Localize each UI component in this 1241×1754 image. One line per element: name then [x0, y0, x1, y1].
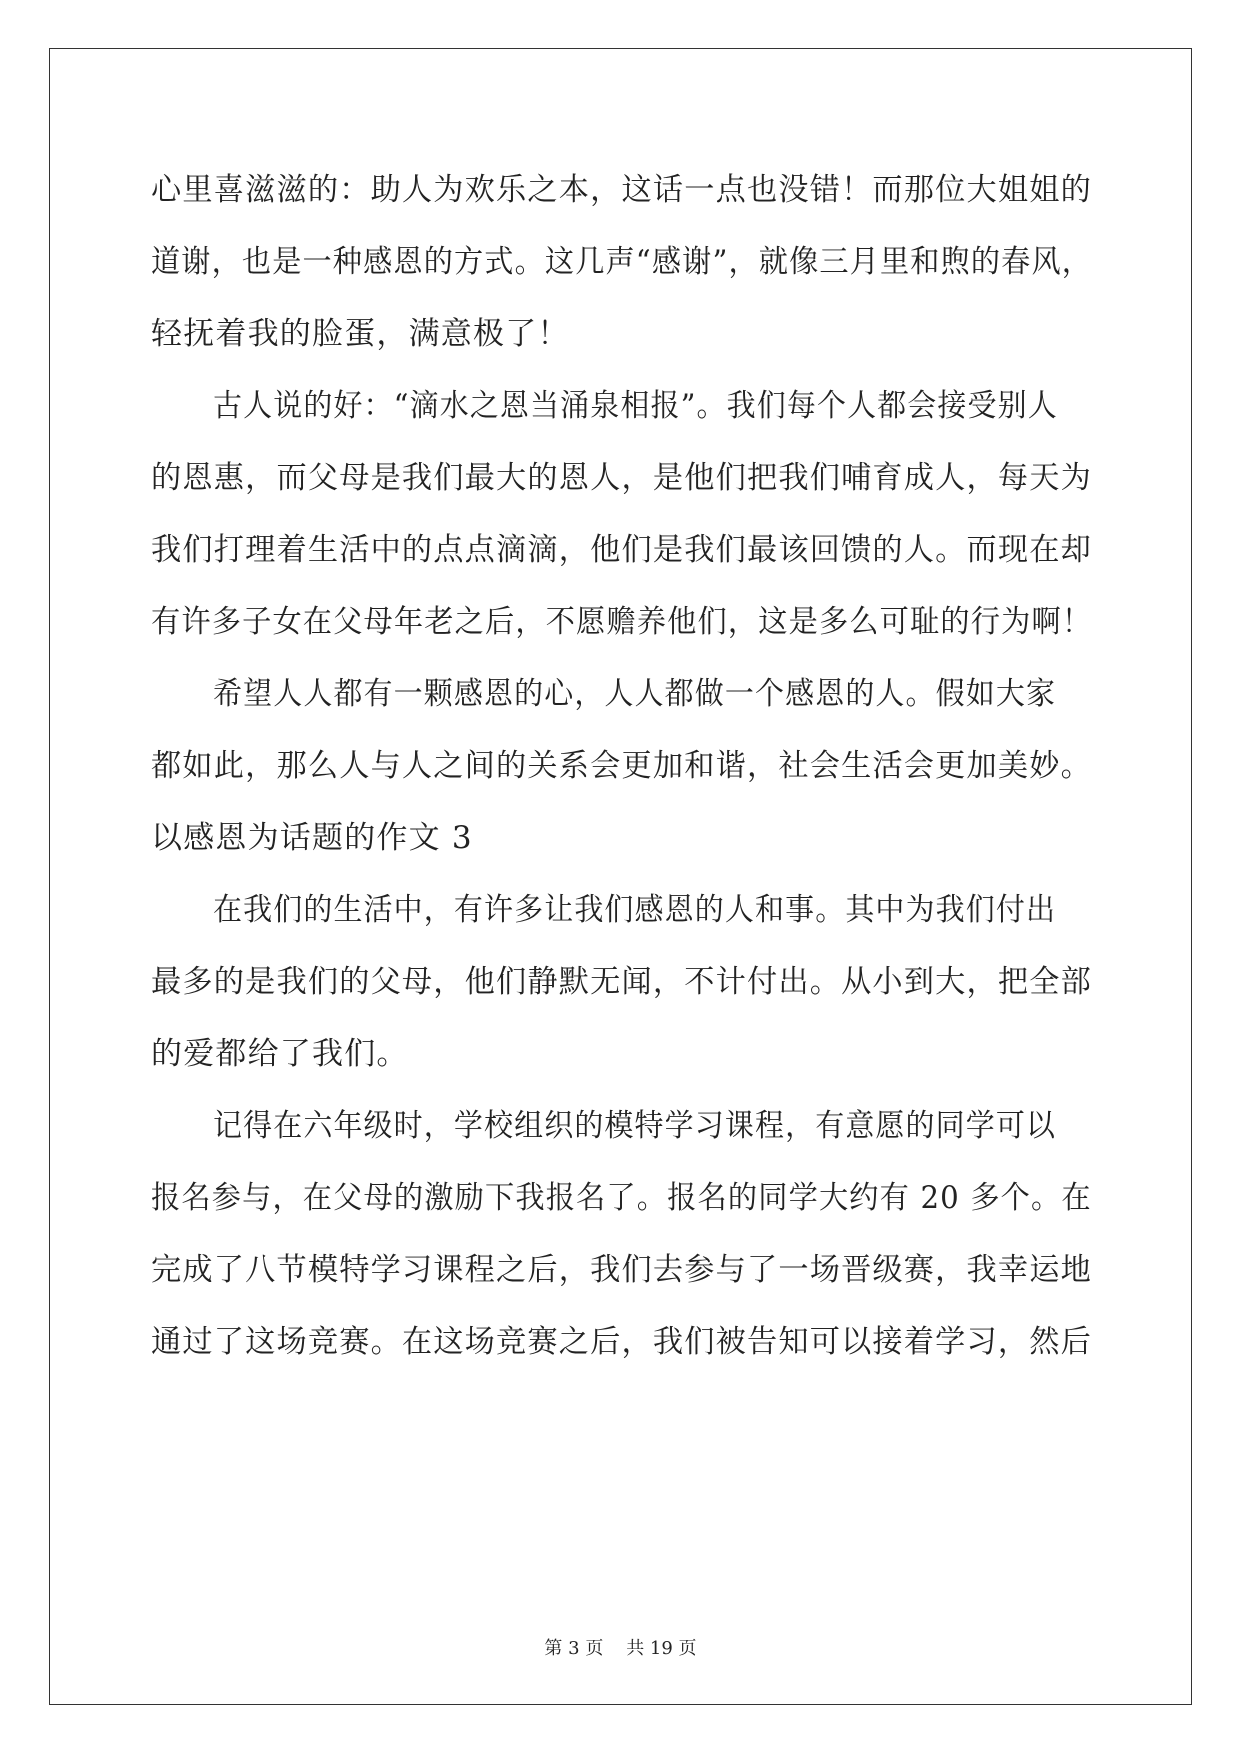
text-line: 报名参与，在父母的激励下我报名了。报名的同学大约有 20 多个。在 [151, 1180, 1092, 1216]
page-border [49, 48, 1192, 1705]
text-line: 有许多子女在父母年老之后，不愿赡养他们，这是多么可耻的行为啊！ [151, 604, 1093, 640]
text-line: 通过了这场竞赛。在这场竞赛之后，我们被告知可以接着学习，然后 [151, 1324, 1092, 1360]
text-line: 在我们的生活中，有许多让我们感恩的人和事。其中为我们付出 [213, 892, 1057, 928]
text-line: 的恩惠，而父母是我们最大的恩人，是他们把我们哺育成人，每天为 [151, 460, 1092, 496]
text-line: 的爱都给了我们。 [151, 1036, 409, 1072]
text-line: 道谢，也是一种感恩的方式。这几声“感谢”，就像三月里和煦的春风， [151, 244, 1093, 280]
text-line: 最多的是我们的父母，他们静默无闻，不计付出。从小到大，把全部 [151, 964, 1092, 1000]
text-line: 我们打理着生活中的点点滴滴，他们是我们最该回馈的人。而现在却 [151, 532, 1092, 568]
text-line: 都如此，那么人与人之间的关系会更加和谐，社会生活会更加美妙。 [151, 748, 1092, 784]
text-line: 完成了八节模特学习课程之后，我们去参与了一场晋级赛，我幸运地 [151, 1252, 1092, 1288]
text-line: 记得在六年级时，学校组织的模特学习课程，有意愿的同学可以 [213, 1108, 1057, 1144]
text-line: 轻抚着我的脸蛋，满意极了！ [151, 316, 570, 352]
text-line: 古人说的好：“滴水之恩当涌泉相报”。我们每个人都会接受别人 [213, 388, 1058, 424]
page-number: 第 3 页 共 19 页 [544, 1638, 697, 1659]
section-heading: 以感恩为话题的作文 3 [151, 820, 473, 856]
text-line: 心里喜滋滋的：助人为欢乐之本，这话一点也没错！而那位大姐姐的 [151, 172, 1092, 208]
text-line: 希望人人都有一颗感恩的心，人人都做一个感恩的人。假如大家 [213, 676, 1057, 712]
